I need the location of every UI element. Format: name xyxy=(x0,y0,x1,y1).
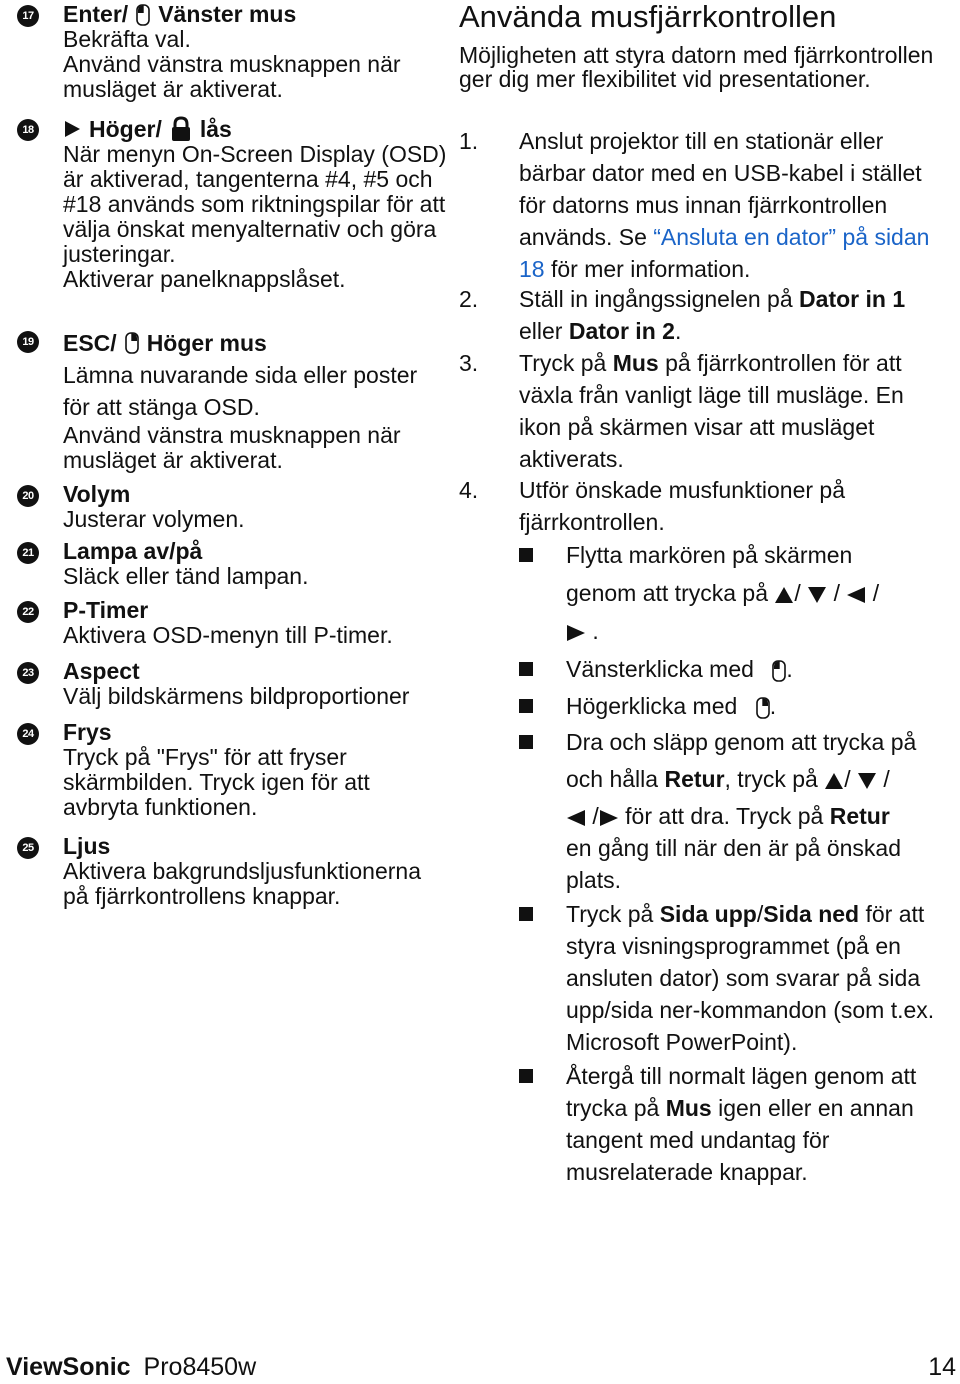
separator: / xyxy=(833,580,840,606)
item-number-badge: 24 xyxy=(17,723,39,745)
step-text-part: på fjärrkontrollen för att växla från vanligt läge till musläge. En ikon på skärmen visar att musläget aktiverats. xyxy=(519,350,904,472)
bullet-text-part: Flytta markören på skärmen xyxy=(566,542,853,568)
up-arrow-icon xyxy=(824,772,844,790)
step-text xyxy=(519,347,949,475)
separator: / xyxy=(794,580,801,606)
left-mouse-icon xyxy=(772,660,786,682)
bullet-text xyxy=(566,653,951,685)
item-number-badge: 25 xyxy=(17,837,39,859)
item-title-text: lås xyxy=(199,115,232,142)
section-heading: Använda musfjärrkontrollen xyxy=(459,0,837,34)
item-description xyxy=(63,564,448,589)
right-arrow-icon xyxy=(566,624,586,642)
step-text-part: Tryck på xyxy=(519,350,613,376)
item-number-badge: 21 xyxy=(17,542,39,564)
item-title: Volym xyxy=(63,481,131,507)
step-text-bold: Dator in 1 xyxy=(799,286,906,312)
down-arrow-icon xyxy=(857,772,877,790)
item-description xyxy=(63,142,448,292)
step-number: 4. xyxy=(459,477,479,503)
bullet-square-icon xyxy=(519,907,533,921)
bullet-text-bold: Sida ned xyxy=(763,901,860,927)
bullet-square-icon xyxy=(519,1069,533,1083)
step-number: 1. xyxy=(459,128,479,154)
item-number-badge: 19 xyxy=(17,331,39,353)
item-title-text: Höger mus xyxy=(146,330,267,356)
separator: / xyxy=(592,803,599,829)
bullet-text-bold: Retur xyxy=(664,766,725,792)
item-title: P-Timer xyxy=(63,597,149,623)
description-line: Lämna nuvarande sida eller poster för att stänga OSD. xyxy=(63,362,418,420)
item-title xyxy=(63,116,448,142)
description-line: När menyn On-Screen Display (OSD) är aktiverad, tangenterna #4, #5 och #18 används som riktningspilar för att välja önskat menyalternativ och göra justeringar. xyxy=(63,141,447,267)
bullet-text-part: för att styra visningsprogrammet (på en ansluten dator) som svarar på sida upp/sida ner-kommandon (som t.ex. Microsoft PowerPoint). xyxy=(566,901,935,1055)
item-title: Ljus xyxy=(63,833,111,859)
right-arrow-icon xyxy=(599,809,619,827)
item-number-badge: 20 xyxy=(17,485,39,507)
bullet-text-part: . xyxy=(769,693,777,719)
bullet-text-part: och hålla xyxy=(566,766,665,792)
left-arrow-icon xyxy=(566,809,586,827)
brand-name: ViewSonic xyxy=(6,1353,131,1381)
step-text-part: Anslut projektor till en stationär eller bärbar dator med en USB-kabel i stället för datorns mus innan fjärrkontrollen används. Se xyxy=(519,128,922,250)
lock-icon xyxy=(170,116,192,142)
bullet-text-part: Dra och släpp genom att trycka på xyxy=(566,729,917,755)
bullet-text-part: , tryck på xyxy=(724,766,818,792)
step-text-part: Ställ in ingångssignelen på xyxy=(519,286,800,312)
separator: / xyxy=(872,580,880,606)
item-title: Aspect xyxy=(63,658,140,684)
bullet-text-part: Högerklicka med xyxy=(566,693,738,719)
bullet-text-bold: Retur xyxy=(829,803,890,829)
bullet-text xyxy=(566,898,951,1058)
item-description xyxy=(63,359,448,473)
page-number: 14 xyxy=(928,1353,956,1381)
item-description xyxy=(63,859,448,909)
step-text xyxy=(519,125,949,285)
step-text-part: för mer information. xyxy=(544,256,751,282)
item-number-badge: 17 xyxy=(17,5,39,27)
bullet-text-part: Vänsterklicka med xyxy=(566,656,754,682)
right-mouse-icon xyxy=(125,332,139,354)
description-line: Tryck på "Frys" för att fryser skärmbilden. Tryck igen för att avbryta funktionen. xyxy=(63,744,370,820)
description-line: Bekräfta val. xyxy=(63,26,191,52)
step-text-bold: Dator in 2 xyxy=(568,318,675,344)
left-arrow-icon xyxy=(846,586,866,604)
item-description xyxy=(63,507,448,532)
step-text: Utför önskade musfunktioner på fjärrkontrollen. xyxy=(519,477,846,535)
bullet-text-part: . xyxy=(786,656,793,682)
bullet-square-icon xyxy=(519,548,533,562)
bullet-text-bold: Mus xyxy=(665,1095,712,1121)
item-title-text: Vänster mus xyxy=(158,1,297,27)
step-text xyxy=(519,283,949,347)
bullet-square-icon xyxy=(519,662,533,676)
item-title xyxy=(63,2,448,27)
down-arrow-icon xyxy=(807,586,827,604)
description-line: Använd vänstra musknappen när musläget är aktiverat. xyxy=(63,422,401,473)
step-text-part: eller xyxy=(519,318,569,344)
bullet-text-part: genom att trycka på xyxy=(566,580,768,606)
cross-reference-link[interactable]: “Ansluta en dator” på sidan 18 xyxy=(519,224,930,282)
section-intro: Möjligheten att styra datorn med fjärrkontrollen ger dig mer flexibilitet vid presentationer. xyxy=(459,42,934,92)
bullet-text xyxy=(566,726,951,896)
bullet-text xyxy=(566,536,951,650)
item-number-badge: 23 xyxy=(17,662,39,684)
bullet-text-part: . xyxy=(592,618,599,644)
page-footer xyxy=(6,1352,956,1382)
bullet-text-part: / xyxy=(756,901,764,927)
separator: / xyxy=(844,766,851,792)
step-text-part: . xyxy=(674,318,682,344)
item-title-text: Höger/ xyxy=(89,115,162,142)
bullet-text xyxy=(566,1060,951,1188)
item-title: Lampa av/på xyxy=(63,538,203,564)
bullet-square-icon xyxy=(519,699,533,713)
bullet-text xyxy=(566,690,951,722)
description-line: Välj bildskärmens bildproportioner xyxy=(63,683,410,709)
bullet-text-part: Tryck på xyxy=(566,901,660,927)
item-number-badge: 22 xyxy=(17,601,39,623)
bullet-text-part: Återgå till normalt lägen genom att trycka på xyxy=(566,1063,917,1121)
bullet-square-icon xyxy=(519,735,533,749)
item-description xyxy=(63,27,448,102)
up-arrow-icon xyxy=(774,586,794,604)
item-description xyxy=(63,745,448,820)
item-description xyxy=(63,684,448,709)
bullet-text-bold: Sida upp xyxy=(659,901,757,927)
right-mouse-icon xyxy=(756,697,770,719)
item-title-text: Enter/ xyxy=(63,1,129,27)
description-line: Släck eller tänd lampan. xyxy=(63,563,309,589)
item-title: Frys xyxy=(63,719,112,745)
item-number-badge: 18 xyxy=(17,119,39,141)
separator: / xyxy=(883,766,890,792)
step-text-bold: Mus xyxy=(612,350,659,376)
model-name: Pro8450w xyxy=(143,1353,257,1381)
description-line: Aktivera OSD-menyn till P-timer. xyxy=(63,622,393,648)
left-mouse-icon xyxy=(136,4,150,26)
bullet-text-part: en gång till när den är på önskad plats. xyxy=(566,835,902,893)
description-line: Justerar volymen. xyxy=(63,506,245,532)
step-number: 3. xyxy=(459,350,479,376)
description-line: Aktivera bakgrundsljusfunktionerna på fjärrkontrollens knappar. xyxy=(63,858,421,909)
item-title-text: ESC/ xyxy=(63,330,117,356)
bullet-text-part: för att dra. Tryck på xyxy=(625,803,830,829)
right-arrow-icon xyxy=(63,120,81,138)
bullet-text-part: igen eller en annan tangent med undantag för musrelaterade knappar. xyxy=(566,1095,914,1185)
description-line: Använd vänstra musknappen när musläget är aktiverat. xyxy=(63,51,401,102)
description-line: Aktiverar panelknappslåset. xyxy=(63,266,346,292)
item-description xyxy=(63,623,448,648)
item-title xyxy=(63,327,448,359)
step-number: 2. xyxy=(459,286,479,312)
